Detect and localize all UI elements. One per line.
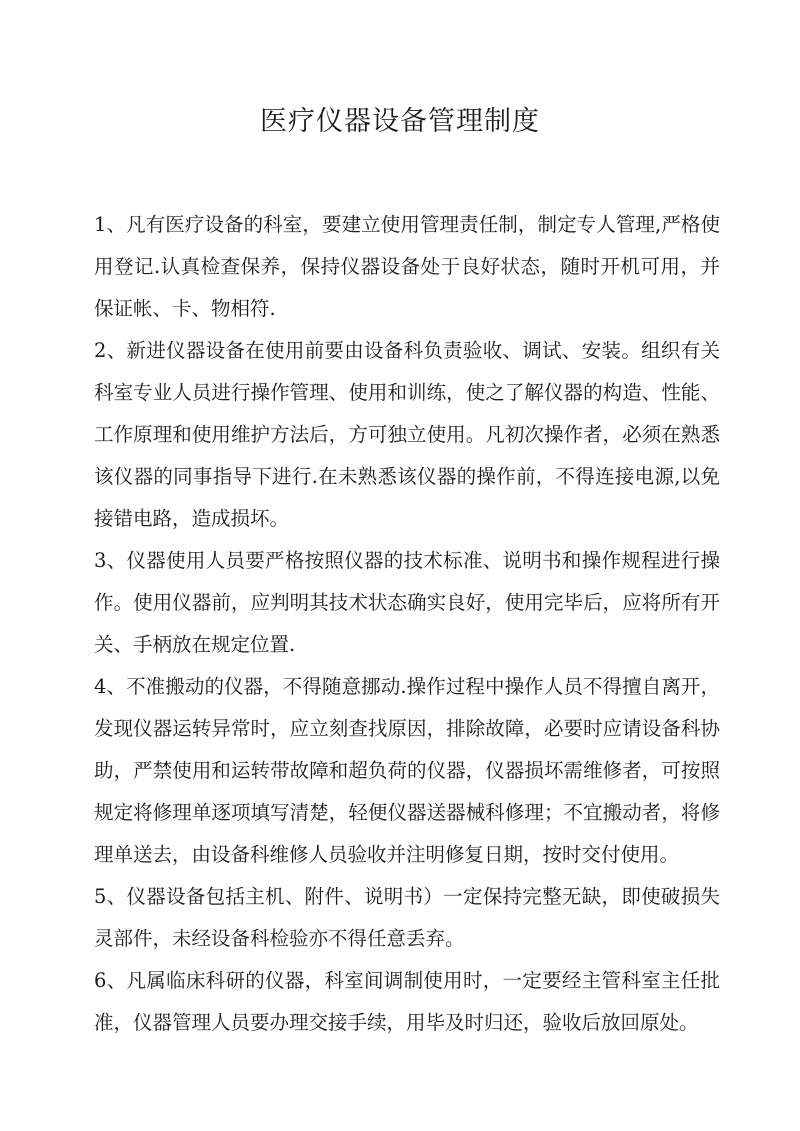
paragraph-4: 4、不准搬动的仪器，不得随意挪动.操作过程中操作人员不得擅自离开，发现仪器运转异常时，应立刻查找原因，排除故障，必要时应请设备科协助，严禁使用和运转带故障和超负荷的仪器，仪器损坏需维修者，可按照规定将修理单逐项填写清楚，轻便仪器送器械科修理；不宜搬动者，将修理单送去，由设备科维修人员验收并注明修复日期，按时交付使用。: [94, 675, 720, 866]
paragraph-6: 6、凡属临床科研的仪器，科室间调制使用时，一定要经主管科室主任批准，仪器管理人员要办理交接手续，用毕及时归还，验收后放回原处。: [94, 969, 720, 1034]
paragraph-5: 5、仪器设备包括主机、附件、说明书）一定保持完整无缺，即使破损失灵部件，未经设备科检验亦不得任意丢弃。: [94, 885, 720, 950]
document-body: [94, 204, 720, 1044]
paragraph-1: 1、凡有医疗设备的科室，要建立使用管理责任制，制定专人管理,严格使用登记.认真检查保养，保持仪器设备处于良好状态，随时开机可用，并保证帐、卡、物相符.: [94, 213, 720, 320]
paragraph-3: 3、仪器使用人员要严格按照仪器的技术标准、说明书和操作规程进行操作。使用仪器前，应判明其技术状态确实良好，使用完毕后，应将所有开关、手柄放在规定位置.: [94, 549, 720, 656]
page-title: 医疗仪器设备管理制度: [260, 106, 540, 137]
paragraph-2: 2、新进仪器设备在使用前要由设备科负责验收、调试、安装。组织有关科室专业人员进行操作管理、使用和训练，使之了解仪器的构造、性能、工作原理和使用维护方法后，方可独立使用。凡初次操作者，必须在熟悉该仪器的同事指导下进行.在未熟悉该仪器的操作前，不得连接电源,以免接错电路，造成损坏。: [94, 339, 720, 530]
